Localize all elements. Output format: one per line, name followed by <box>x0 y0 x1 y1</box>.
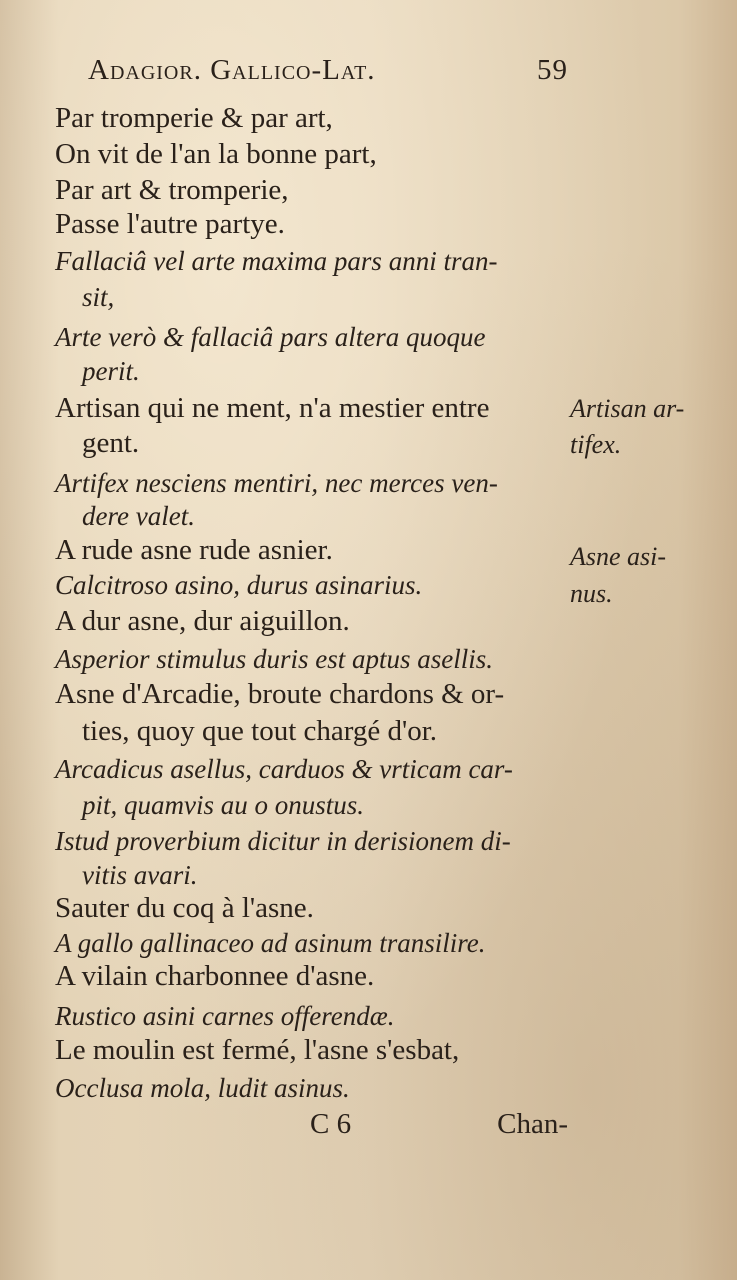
catchword: Chan- <box>497 1108 568 1140</box>
running-title: Adagior. Gallico-Lat. <box>88 54 376 86</box>
text-line: dere valet. <box>82 501 195 531</box>
text-line: Occlusa mola, ludit asinus. <box>55 1073 350 1103</box>
text-line: pit, quamvis au o onustus. <box>82 790 365 820</box>
text-line: ties, quoy que tout chargé d'or. <box>82 715 438 747</box>
text-line: Fallaciâ vel arte maxima pars anni tran- <box>55 246 498 276</box>
text-line: Asne d'Arcadie, broute chardons & or- <box>55 678 505 710</box>
text-line: Arcadicus asellus, carduos & vrticam car- <box>55 754 513 784</box>
text-line: Sauter du coq à l'asne. <box>55 892 314 924</box>
signature-mark: C 6 <box>310 1108 352 1140</box>
text-line: Calcitroso asino, durus asinarius. <box>55 570 423 600</box>
text-line: Artifex nesciens mentiri, nec merces ven- <box>55 468 498 498</box>
text-line: Artisan qui ne ment, n'a mestier entre <box>55 392 490 424</box>
text-line: sit, <box>82 282 115 312</box>
marginal-note: tifex. <box>570 430 622 459</box>
text-line: A dur asne, dur aiguillon. <box>55 605 350 637</box>
text-line: Istud proverbium dicitur in derisionem di- <box>55 826 511 856</box>
text-line: gent. <box>82 427 140 459</box>
text-line: A vilain charbonnee d'asne. <box>55 960 375 992</box>
marginal-note: Asne asi- <box>570 542 667 571</box>
text-line: perit. <box>82 356 140 386</box>
marginal-note: nus. <box>570 579 613 608</box>
text-line: Rustico asini carnes offerendæ. <box>55 1001 395 1031</box>
text-line: Par art & tromperie, <box>55 174 289 206</box>
text-line: On vit de l'an la bonne part, <box>55 138 377 170</box>
folio-number: 59 <box>537 54 568 86</box>
text-line: vitis avari. <box>82 860 198 890</box>
text-line: A gallo gallinaceo ad asinum transilire. <box>55 928 486 958</box>
text-line: A rude asne rude asnier. <box>55 534 333 566</box>
text-line: Asperior stimulus duris est aptus asellis. <box>55 644 494 674</box>
marginal-note: Artisan ar- <box>570 394 685 423</box>
text-line: Par tromperie & par art, <box>55 102 333 134</box>
text-line: Le moulin est fermé, l'asne s'esbat, <box>55 1034 460 1066</box>
page-header <box>88 54 568 87</box>
text-line: Passe l'autre partye. <box>55 208 285 240</box>
text-line: Arte verò & fallaciâ pars altera quoque <box>55 322 486 352</box>
